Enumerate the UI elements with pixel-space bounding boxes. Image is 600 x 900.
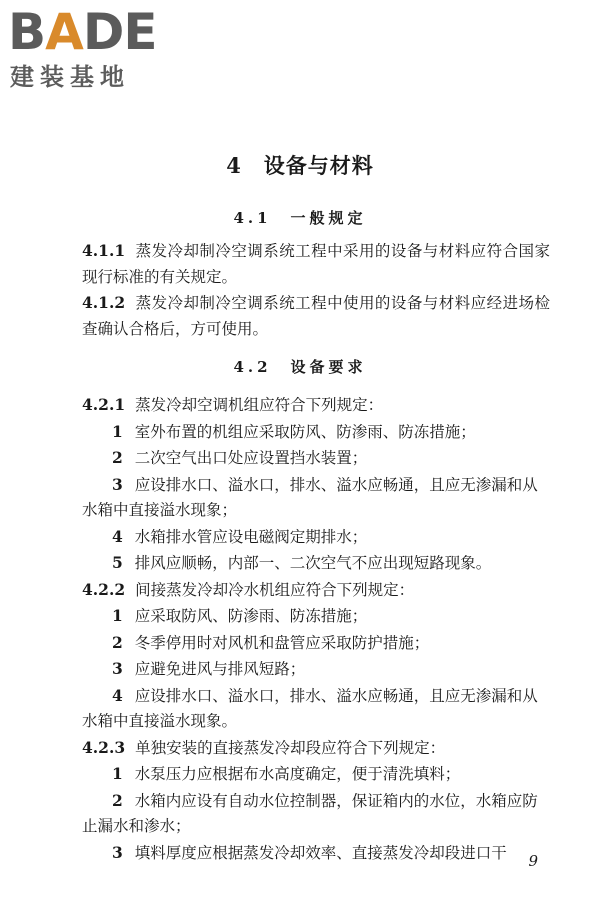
- clause-number: 4.2.2: [82, 579, 126, 599]
- item-number: 4: [112, 685, 123, 705]
- logo-subtitle: 建装基地: [10, 63, 130, 91]
- clause-number: 4.1.2: [82, 293, 126, 312]
- clause-number: 4.1.1: [82, 241, 126, 260]
- item-number: 1: [112, 421, 123, 441]
- list-item: [82, 550, 550, 577]
- item-number: 2: [112, 448, 123, 467]
- clause-number: 4.2.1: [82, 395, 126, 414]
- clause-text: 单独安装的直接蒸发冷却段应符合下列规定：: [135, 738, 446, 757]
- clause-text: 蒸发冷却制冷空调系统工程中使用的设备与材料应经进场检查确认合格后，方可使用。: [82, 294, 550, 338]
- item-number: 2: [112, 632, 123, 652]
- item-number: 2: [112, 790, 123, 810]
- list-item: [82, 761, 550, 788]
- list-item: [82, 445, 550, 472]
- section-title-4-2: 4.2 设备要求: [233, 358, 367, 376]
- item-text: 填料厚度应根据蒸发冷却效率、直接蒸发冷却段进口干: [134, 843, 507, 862]
- list-item: [82, 630, 550, 657]
- item-text: 应设排水口、溢水口，排水、溢水应畅通，且应无渗漏和从水箱中直接溢水现象；: [82, 475, 538, 519]
- item-number: 3: [112, 659, 123, 678]
- clause-text: 间接蒸发冷却冷水机组应符合下列规定：: [135, 580, 415, 599]
- list-item: [82, 419, 550, 446]
- item-number: 1: [112, 764, 123, 783]
- list-item: [82, 840, 550, 867]
- item-number: 1: [112, 606, 123, 625]
- page-number: 9: [528, 852, 538, 870]
- clause-text: 蒸发冷却空调机组应符合下列规定：: [135, 396, 384, 414]
- item-text: 水箱内应设有自动水位控制器，保证箱内的水位，水箱应防止漏水和渗水；: [82, 791, 538, 835]
- clause-4-2-1: [82, 392, 550, 419]
- clause-number: 4.2.3: [82, 737, 126, 757]
- item-text: 排风应顺畅，内部一、二次空气不应出现短路现象。: [134, 554, 492, 572]
- list-item: [82, 656, 550, 683]
- item-number: 5: [112, 553, 123, 572]
- item-text: 水箱排水管应设电磁阀定期排水；: [134, 527, 368, 546]
- clause-4-1-2: [82, 290, 550, 342]
- item-text: 冬季停用时对风机和盘管应采取防护措施；: [134, 633, 430, 652]
- item-text: 应设排水口、溢水口，排水、溢水应畅通，且应无渗漏和从水箱中直接溢水现象。: [82, 686, 538, 730]
- list-item: [82, 683, 550, 735]
- section-title-4-1: 4.1 一般规定: [233, 209, 367, 227]
- list-item: [82, 788, 550, 840]
- item-number: 4: [112, 526, 123, 546]
- item-text: 二次空气出口处应设置挡水装置；: [134, 449, 368, 467]
- item-text: 应避免进风与排风短路；: [134, 660, 306, 678]
- item-text: 应采取防风、防渗雨、防冻措施；: [134, 607, 368, 625]
- item-text: 水泵压力应根据布水高度确定，便于清洗填料；: [134, 765, 461, 783]
- item-text: 室外布置的机组应采取防风、防渗雨、防冻措施；: [134, 422, 476, 441]
- bade-logo: [8, 4, 178, 94]
- section-4-1-body: [82, 238, 550, 342]
- section-4-2-body: [82, 392, 550, 866]
- clause-4-2-3: [82, 735, 550, 762]
- item-number: 3: [112, 474, 123, 494]
- clause-text: 蒸发冷却制冷空调系统工程中采用的设备与材料应符合国家现行标准的有关规定。: [82, 242, 550, 286]
- item-number: 3: [112, 842, 123, 862]
- list-item: [82, 524, 550, 551]
- list-item: [82, 472, 550, 524]
- clause-4-1-1: [82, 238, 550, 290]
- clause-4-2-2: [82, 577, 550, 604]
- chapter-title: 4 设备与材料: [226, 153, 374, 178]
- logo-wordmark: BADE: [8, 3, 157, 61]
- list-item: [82, 603, 550, 630]
